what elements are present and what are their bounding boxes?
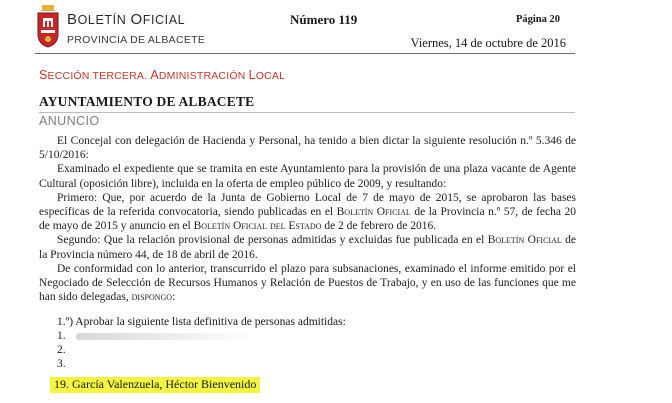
list-item: 3.	[57, 358, 66, 370]
paragraph-aprobar: 1.º) Aprobar la siguiente lista definitiva de personas admitidas:	[57, 316, 346, 328]
page-number: Página 20	[515, 14, 560, 25]
issue-date: Viernes, 14 de octubre de 2016	[410, 36, 566, 50]
organization-heading: AYUNTAMIENTO DE ALBACETE	[39, 94, 255, 109]
issue-number: Número 119	[290, 12, 358, 27]
announcement-label: ANUNCIO	[39, 114, 100, 128]
albacete-coat-of-arms-icon	[35, 4, 61, 48]
header-divider	[35, 53, 575, 54]
redacted-text	[76, 333, 256, 340]
section-heading: SECCIÓN TERCERA. ADMINISTRACIÓN LOCAL	[39, 68, 286, 82]
list-item: 1.	[57, 329, 256, 343]
bulletin-title: BOLETÍN OFICIAL	[67, 11, 186, 28]
paragraph-conformidad: De conformidad con lo anterior, transcurrido el plazo para subsanaciones, examinado el informe emitido por el Negociado de Selección de Recursos Humanos y Relación de Puestos de Trabajo, y en uso de las funciones que me han sido delegadas, dispongo:	[39, 262, 576, 304]
bulletin-province: PROVINCIA DE ALBACETE	[67, 34, 206, 46]
paragraph-resolution: El Concejal con delegación de Hacienda y Personal, ha tenido a bien dictar la siguiente resolución n.º 5.346 de 5/10/2016:	[39, 135, 576, 162]
paragraph-segundo: Segundo: Que la relación provisional de personas admitidas y excluidas fue publicada en el Boletín Oficial de la Provincia número 44, de 18 de abril de 2016.	[39, 234, 576, 261]
resolution-body	[39, 134, 576, 304]
organization-divider	[39, 112, 575, 113]
paragraph-expediente: Examinado el expediente que se tramita en este Ayuntamiento para la provisión de una plaza vacante de Agente Cultural (oposición libre), incluida en la oferta de empleo público de 2009, y resultando:	[39, 163, 576, 190]
paragraph-primero: Primero: Que, por acuerdo de la Junta de Gobierno Local de 7 de mayo de 2015, se aprobaron las bases específicas de la referida convocatoria, siendo publicadas en el Boletín Oficial de la Provincia n.º 57, de fecha 20 de mayo de 2015 y anuncio en el Boletín Oficial del Estado de 2 de febrero de 2016.	[39, 191, 576, 233]
highlighted-admitted-person: 19. García Valenzuela, Héctor Bienvenido	[50, 377, 260, 393]
document-header	[0, 0, 672, 62]
list-item: 2.	[57, 344, 66, 356]
